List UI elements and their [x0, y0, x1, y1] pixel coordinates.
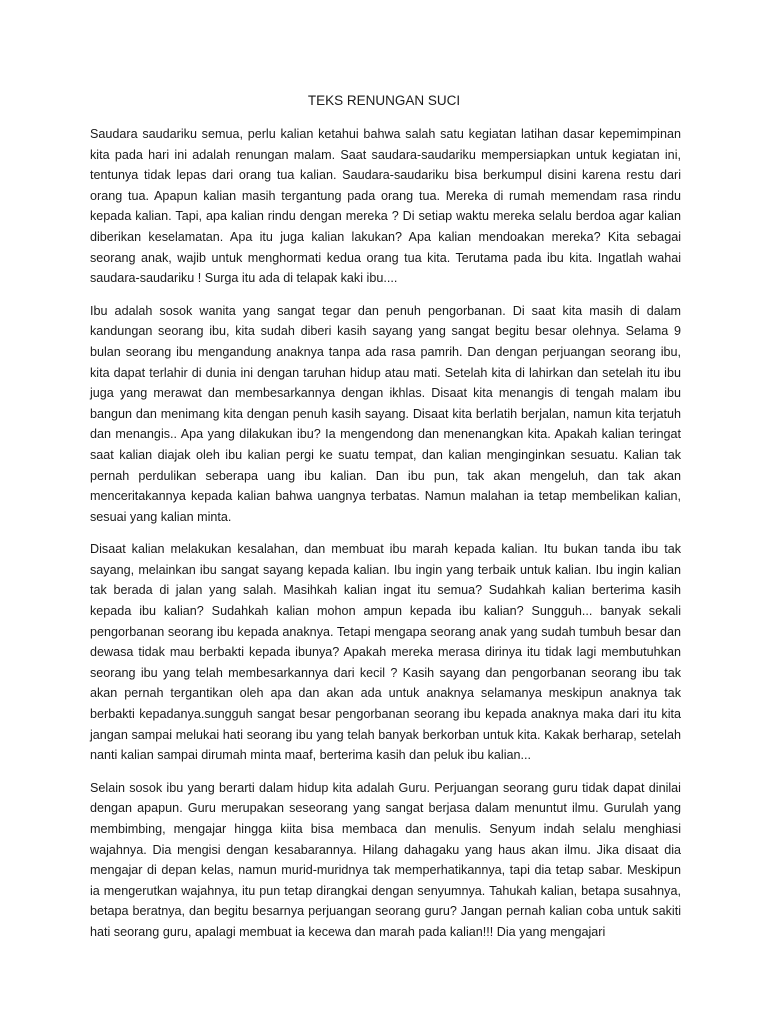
- document-title: TEKS RENUNGAN SUCI: [307, 93, 461, 108]
- paragraph-1: Saudara saudariku semua, perlu kalian ketahui bahwa salah satu kegiatan latihan dasar kepemimpinan kita pada hari ini adalah renungan malam. Saat saudara-saudariku mempersiapkan untuk kegiatan ini, tentunya tidak lepas dari orang tua kalian. Saudara-saudariku bisa berkumpul disini karena restu dari orang tua. Apapun kalian masih tergantung pada orang tua. Mereka di rumah memendam rasa rindu kepada kalian. Tapi, apa kalian rindu dengan mereka ? Di setiap waktu mereka selalu berdoa agar kalian diberikan keselamatan. Apa itu juga kalian lakukan? Apa kalian mendoakan mereka? Kita sebagai seorang anak, wajib untuk menghormati kedua orang tua kita. Terutama pada ibu kita. Ingatlah wahai saudara-saudariku ! Surga itu ada di telapak kaki ibu....: [90, 127, 681, 286]
- paragraph-4: Selain sosok ibu yang berarti dalam hidup kita adalah Guru. Perjuangan seorang guru tidak dapat dinilai dengan apapun. Guru merupakan seseorang yang sangat berjasa dalam menuntut ilmu. Gurulah yang membimbing, mengajar hingga kiita bisa membaca dan menulis. Senyum indah selalu menghiasi wajahnya. Dia mengisi dengan kesabarannya. Hilang dahagaku yang haus akan ilmu. Jika disaat dia mengajar di depan kelas, namun murid-muridnya tak memperhatikannya, tapi dia tetap sabar. Meskipun ia mengerutkan wajahnya, itu pun tetap dirangkai dengan senyumnya. Tahukah kalian, betapa susahnya, betapa beratnya, dan begitu besarnya perjuangan seorang guru? Jangan pernah kalian coba untuk sakiti hati seorang guru, apalagi membuat ia kecewa dan marah pada kalian!!! Dia yang mengajari: [90, 780, 681, 939]
- paragraph-3: Disaat kalian melakukan kesalahan, dan membuat ibu marah kepada kalian. Itu bukan tanda ibu tak sayang, melainkan ibu sangat sayang kepada kalian. Ibu ingin yang terbaik untuk kalian. Ibu ingin kalian tak berada di jalan yang salah. Masihkah kalian ingat itu semua? Sudahkah kalian berterima kasih kepada ibu kalian? Sudahkah kalian mohon ampun kepada ibu kalian? Sungguh... banyak sekali pengorbanan seorang ibu kepada anaknya. Tetapi mengapa seorang anak yang sudah tumbuh besar dan dewasa tidak mau berbakti kepada ibunya? Apakah mereka merasa dirinya itu tidak lagi membutuhkan seorang ibu yang telah membesarkannya dari kecil ? Kasih sayang dan pengorbanan seorang ibu tak akan pernah tergantikan oleh apa dan akan ada untuk anaknya selamanya meskipun anaknya tak berbakti kepadanya.sungguh sangat besar pengorbanan seorang ibu kepada anaknya maka dari itu kita jangan sampai melukai hati seorang ibu yang telah banyak berkorban untuk kita. Kakak berharap, setelah nanti kalian sampai dirumah minta maaf, berterima kasih dan peluk ibu kalian...: [90, 542, 681, 763]
- paragraph-2: Ibu adalah sosok wanita yang sangat tegar dan penuh pengorbanan. Di saat kita masih di dalam kandungan seorang ibu, kita sudah diberi kasih sayang yang sangat begitu besar olehnya. Selama 9 bulan seorang ibu mengandung anaknya tanpa ada rasa pamrih. Dan dengan perjuangan seorang ibu, kita dapat terlahir di dunia ini dengan taruhan hidup atau mati. Setelah kita di lahirkan dan setelah itu ibu juga yang merawat dan membesarkannya dengan ikhlas. Disaat kita menangis di tengah malam ibu bangun dan menimang kita dengan penuh kasih sayang. Disaat kita berlatih berjalan, namun kita terjatuh dan menangis.. Apa yang dilakukan ibu? Ia mengendong dan menenangkan kita. Apakah kalian teringat saat kalian diajak oleh ibu kalian pergi ke suatu tempat, dan kalian menginginkan sesuatu. Kalian tak pernah perdulikan seberapa uang ibu kalian. Dan ibu pun, tak akan mengeluh, dan tak akan menceritakannya kepada kalian bahwa uangnya terbatas. Namun malahan ia tetap membelikan kalian, sesuai yang kalian minta.: [90, 303, 681, 524]
- document-body: [90, 124, 681, 955]
